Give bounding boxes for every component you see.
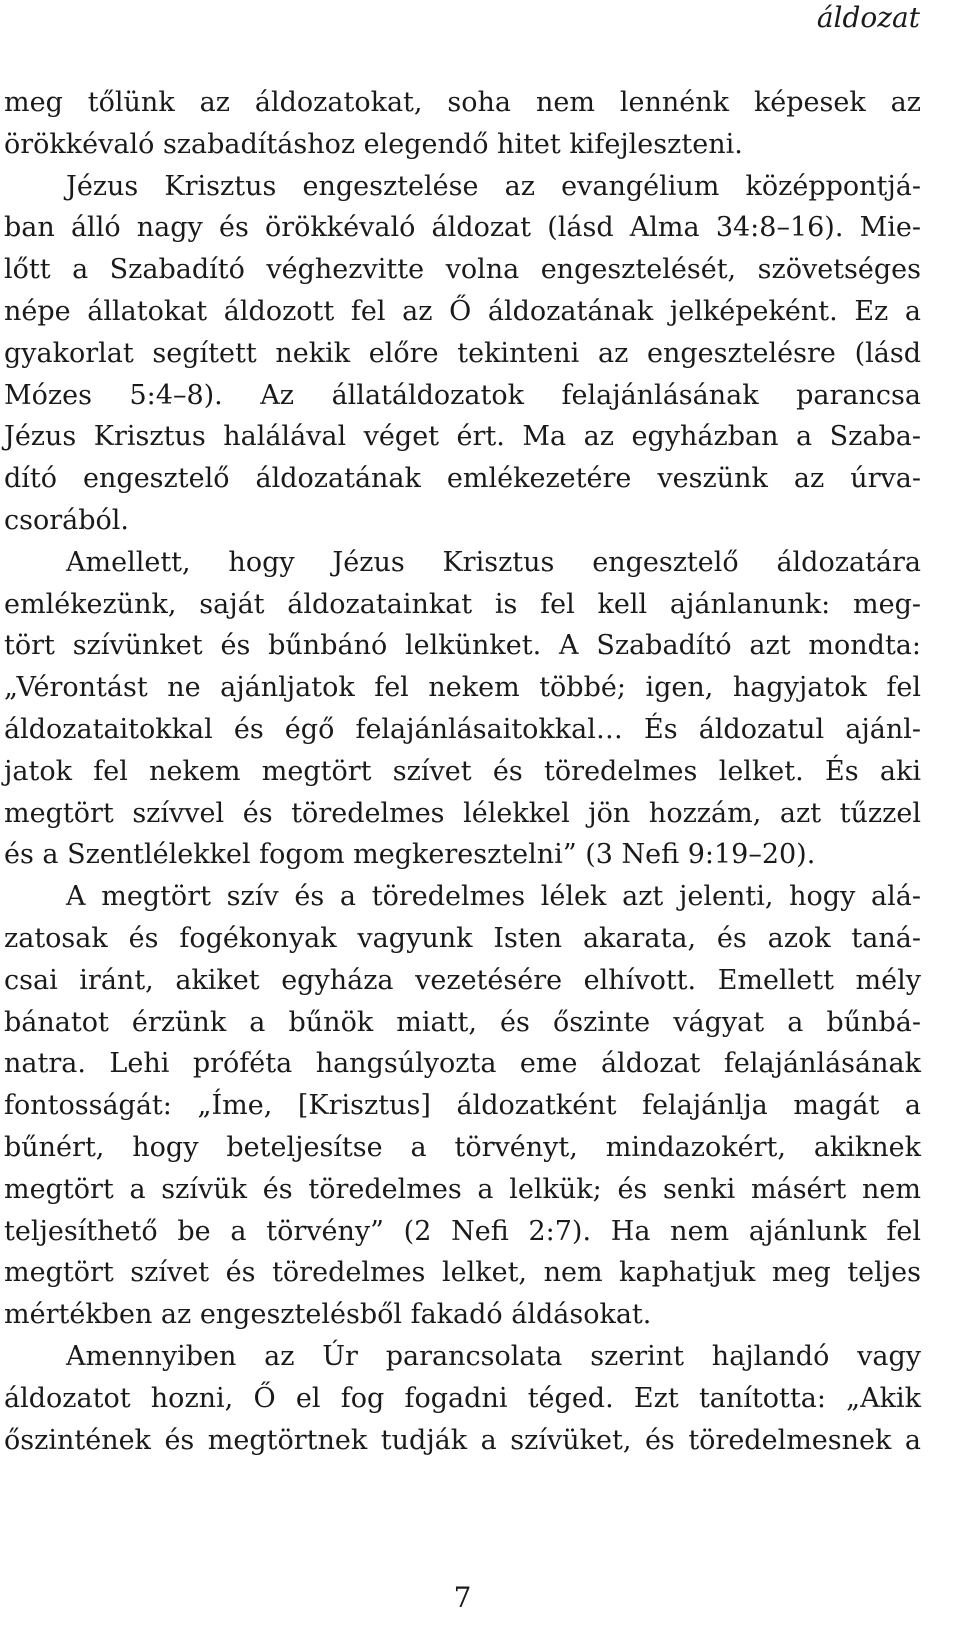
text-line: Jézus Krisztus engesztelése az evangélium középpontjá- [66,170,921,202]
text-line: natra. Lehi próféta hangsúlyozta eme áldozat felajánlásának [4,1048,921,1080]
text-line: áldozataitokkal és égő felajánlásaitokkal… És áldozatul ajánl- [4,713,921,745]
text-line: Jézus Krisztus halálával véget ért. Ma az egyházban a Szaba- [4,421,921,453]
text-line: ban álló nagy és örökkévaló áldozat (lásd Alma 34:8–16). Mie- [4,212,921,244]
text-line: és a Szentlélekkel fogom megkeresztelni” (3 Nefi 9:19–20). [4,839,816,871]
text-line: áldozatot hozni, Ő el fog fogadni téged. Ezt tanította: „Akik [4,1382,921,1414]
text-line: „Vérontást ne ajánljatok fel nekem többé; igen, hagyjatok fel [4,672,921,704]
text-line: gyakorlat segített nekik előre tekinteni az engesztelésre (lásd [4,337,921,369]
text-line: tört szívünket és bűnbánó lelkünket. A Szabadító azt mondta: [4,630,921,662]
text-line: bánatot érzünk a bűnök miatt, és őszinte vágyat a bűnbá- [4,1006,921,1038]
text-line: A megtört szív és a töredelmes lélek azt jelenti, hogy alá- [66,881,921,913]
text-line: Amennyiben az Úr parancsolata szerint hajlandó vagy [66,1340,921,1372]
text-line: őszintének és megtörtnek tudják a szívüket, és töredelmesnek a [4,1424,921,1456]
text-line: emlékezünk, saját áldozatainkat is fel kell ajánlanunk: meg- [4,588,921,620]
text-line: Mózes 5:4–8). Az állatáldozatok felajánlásának parancsa [4,379,921,411]
text-line: bűnért, hogy beteljesítse a törvényt, mindazokért, akiknek [4,1131,921,1163]
text-line: Amellett, hogy Jézus Krisztus engesztelő áldozatára [66,546,921,578]
text-line: mértékben az engesztelésből fakadó áldásokat. [4,1299,652,1331]
text-line: örökkévaló szabadításhoz elegendő hitet kifejleszteni. [4,128,743,160]
text-line: népe állatokat áldozott fel az Ő áldozatának jelképeként. Ez a [4,295,921,327]
text-line: dító engesztelő áldozatának emlékezetére veszünk az úrva- [4,463,921,495]
text-line: jatok fel nekem megtört szívet és töredelmes lelket. És aki [4,755,921,787]
text-line: csorából. [4,504,129,536]
running-header: áldozat [816,1,920,34]
text-line: teljesíthető be a törvény” (2 Nefi 2:7). Ha nem ajánlunk fel [4,1215,921,1247]
text-line: fontosságát: „Íme, [Krisztus] áldozatként felajánlja magát a [4,1090,921,1122]
text-line: zatosak és fogékonyak vagyunk Isten akarata, és azok taná- [4,922,921,954]
text-line: csai iránt, akiket egyháza vezetésére elhívott. Emellett mély [4,964,921,996]
page-number: 7 [453,1581,472,1614]
text-line: megtört a szívük és töredelmes a lelkük; és senki másért nem [4,1173,921,1205]
text-line: megtört szívvel és töredelmes lélekkel jön hozzám, azt tűzzel [4,797,921,829]
text-line: lőtt a Szabadító véghezvitte volna engesztelését, szövetséges [4,254,921,286]
body-text [4,82,921,1461]
text-line: megtört szívet és töredelmes lelket, nem kaphatjuk meg teljes [4,1257,921,1289]
text-line: meg tőlünk az áldozatokat, soha nem lennénk képesek az [4,87,921,118]
